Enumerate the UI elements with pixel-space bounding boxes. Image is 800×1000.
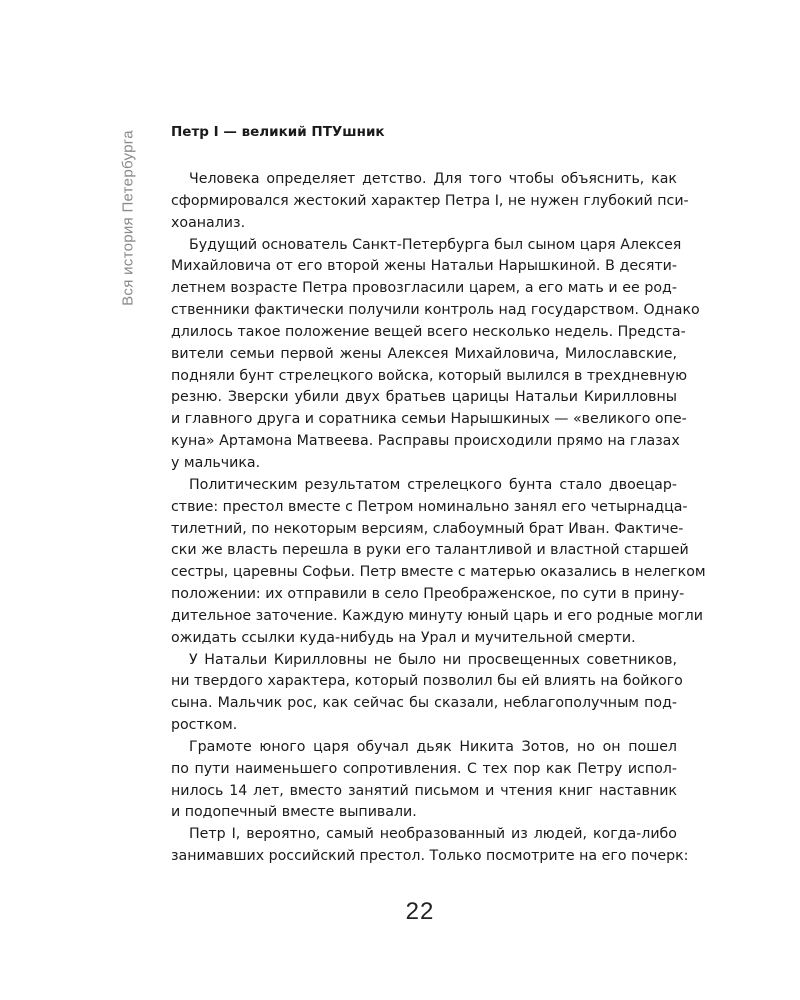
- text-line: ни твердого характера, который позволил бы ей влиять на бойкого: [171, 673, 683, 690]
- text-line: Человека определяет детство. Для того чтобы объяснить, как: [189, 171, 677, 187]
- text-line: у мальчика.: [171, 454, 261, 471]
- text-line: сына. Мальчик рос, как сейчас бы сказали, неблагополучным под-: [171, 695, 677, 712]
- text-line: длилось такое положение вещей всего несколько недель. Предста-: [171, 323, 686, 340]
- paragraph: [171, 235, 700, 475]
- paragraph: [171, 169, 689, 235]
- text-line: летнем возрасте Петра провозгласили царем, а его мать и ее род-: [171, 280, 677, 297]
- running-head: Вся история Петербурга: [119, 130, 137, 306]
- text-line: Петр I, вероятно, самый необразованный из людей, когда-либо: [189, 826, 677, 843]
- text-line: Политическим результатом стрелецкого бунта стало двоецар-: [189, 476, 677, 493]
- text-line: хоанализ.: [171, 214, 246, 231]
- text-line: ожидать ссылки куда-нибудь на Урал и мучительной смерти.: [171, 629, 636, 646]
- text-line: Будущий основатель Санкт-Петербурга был сыном царя Алексея: [189, 236, 682, 253]
- text-line: ростком.: [171, 717, 238, 734]
- text-line: сформировался жестокий характер Петра I, не нужен глубокий пси-: [171, 192, 689, 209]
- page-number: 22: [405, 898, 435, 925]
- text-line: куна» Артамона Матвеева. Расправы происходили прямо на глазах: [171, 433, 680, 450]
- text-line: резню. Зверски убили двух братьев царицы Натальи Кирилловны: [171, 389, 677, 406]
- text-line: У Натальи Кирилловны не было ни просвещенных советников,: [189, 651, 677, 668]
- text-line: по пути наименьшего сопротивления. С тех пор как Петру испол-: [171, 760, 677, 777]
- paragraph: [171, 737, 677, 824]
- text-line: и подопечный вместе выпивали.: [171, 804, 417, 821]
- text-line: ственники фактически получили контроль над государством. Однако: [171, 302, 700, 319]
- text-line: ски же власть перешла в руки его талантливой и властной старшей: [171, 542, 689, 559]
- text-line: Михайловича от его второй жены Натальи Нарышкиной. В десяти-: [171, 258, 677, 275]
- text-line: и главного друга и соратника семьи Нарышкиных — «великого опе-: [171, 411, 687, 428]
- body-text: [171, 169, 706, 868]
- text-line: тилетний, по некоторым версиям, слабоумный брат Иван. Фактиче-: [171, 520, 684, 537]
- text-line: дительное заточение. Каждую минуту юный царь и его родные могли: [171, 607, 703, 624]
- text-line: положении: их отправили в село Преображенское, по сути в прину-: [171, 586, 685, 603]
- section-heading: Петр I — великий ПТУшник: [171, 124, 385, 140]
- paragraph: [171, 650, 683, 737]
- text-line: нилось 14 лет, вместо занятий письмом и чтения книг наставник: [171, 782, 677, 799]
- text-line: Грамоте юного царя обучал дьяк Никита Зотов, но он пошел: [189, 738, 677, 755]
- text-line: сестры, царевны Софьи. Петр вместе с матерью оказались в нелегком: [171, 564, 706, 581]
- paragraph: [171, 475, 706, 650]
- paragraph: [171, 824, 689, 868]
- text-line: занимавших российский престол. Только посмотрите на его почерк:: [171, 848, 689, 865]
- text-line: ствие: престол вместе с Петром номинально занял его четырнадца-: [171, 498, 688, 515]
- text-line: вители семьи первой жены Алексея Михайловича, Милославские,: [171, 345, 677, 362]
- text-line: подняли бунт стрелецкого войска, который вылился в трехдневную: [171, 367, 688, 384]
